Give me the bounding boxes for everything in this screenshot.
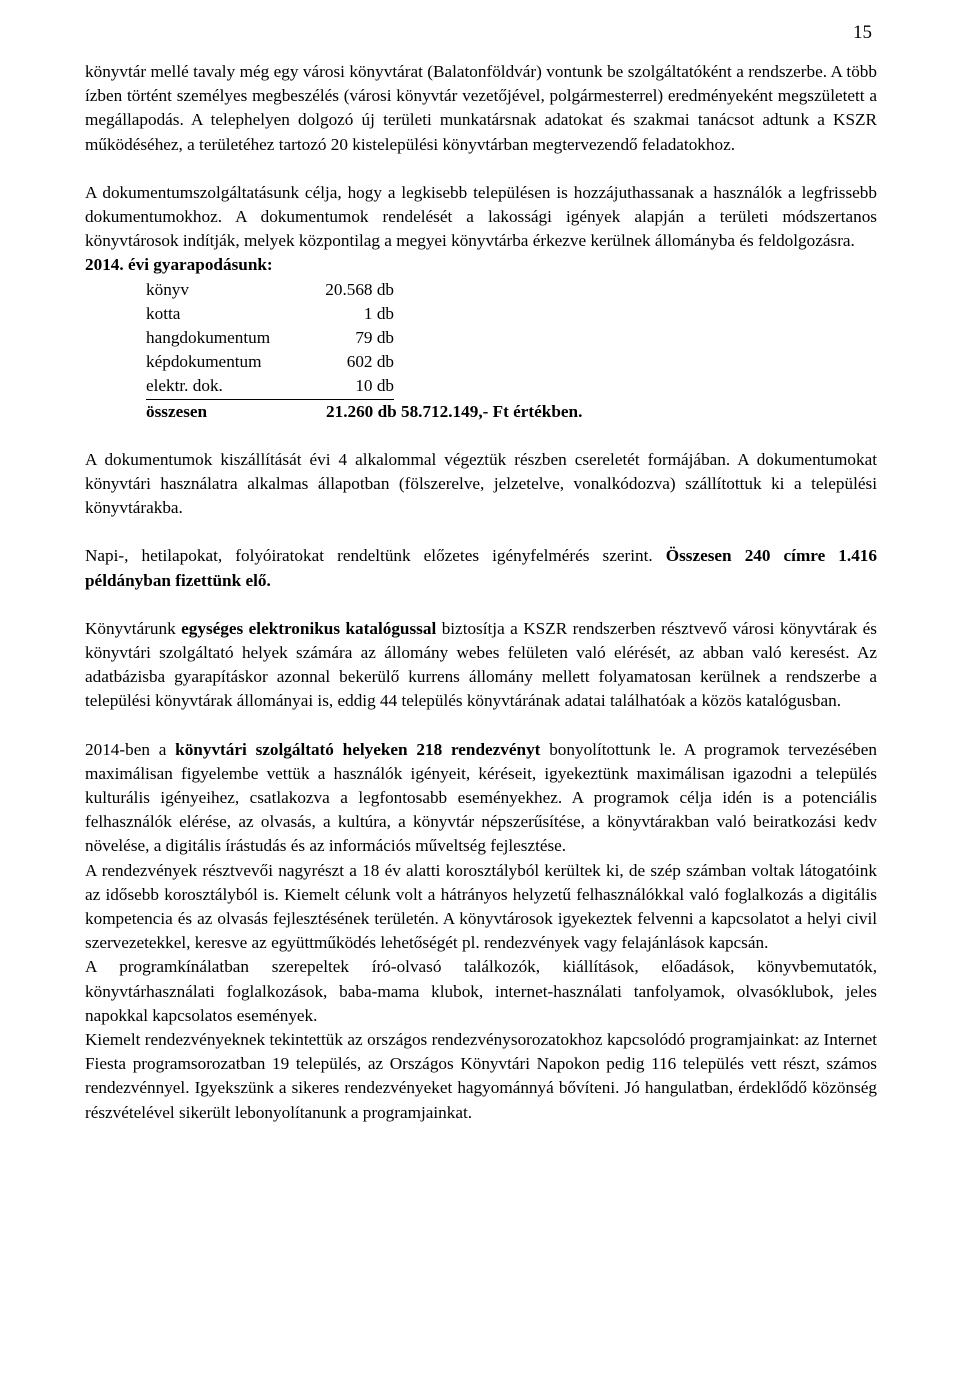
periodicals-bold: Összesen 240 címre 1.416 példányban fizettünk elő.: [85, 546, 877, 590]
stats-value: 10 db: [355, 376, 394, 396]
stats-label: kotta: [146, 303, 181, 323]
events-text-a: 2014-ben a: [85, 739, 176, 759]
stats-label: elektr. dok.: [146, 376, 223, 396]
stats-total-value: 21.260 db 58.712.149,- Ft értékben.: [326, 401, 583, 421]
stats-label: könyv: [146, 279, 189, 299]
stats-total-label: összesen: [146, 401, 208, 421]
catalog-text-a: Könyvtárunk: [85, 618, 182, 638]
stats-value: 79 db: [355, 328, 394, 347]
stats-title: 2014. évi gyarapodásunk:: [85, 255, 273, 275]
events-bold: könyvtári szolgáltató helyeken 218 rendezvényt: [175, 739, 541, 759]
stats-label: képdokumentum: [146, 352, 262, 372]
stats-total-row: [146, 400, 877, 424]
paragraph-program-offer: A programkínálatban szerepeltek író-olvasó találkozók, kiállítások, előadások, könyvbemutatók, könyvtárhasználati foglalkozások, baba-mama klubok, internet-használati tanfolyamok, olvasóklubok, jeles napokkal kapcsolatos események.: [85, 957, 877, 1025]
paragraph-periodicals: [85, 544, 877, 592]
events-text-b: bonyolítottunk le. A programok tervezésében maximálisan figyelembe vettük a használók igényeit, kéréseit, igyekeztünk maximálisan igazodni a település kulturális igényeihez, csatlakozva a legfontosabb eseményekhez. A programok célja idén is a potenciális felhasználók elérése, az olvasás, a kultúra, a könyvtár népszerűsítése, a könyvtárakban való beiratkozási kedv növelése, a digitális írástudás és az információs műveltség fejlesztése.: [85, 739, 878, 856]
stats-row: [146, 302, 877, 326]
paragraph-partnership: könyvtár mellé tavaly még egy városi könyvtárat (Balatonföldvár) vontunk be szolgáltatóként a rendszerbe. A több ízben történt személyes megbeszélés (városi könyvtár vezetőjével, polgármesterrel) eredményeként megszületett a megállapodás. A telephelyen dolgozó új területi munkatársnak adatokat és szakmai tanácsot adtunk a KSZR működéséhez, a területéhez tartozó 20 kistelepülési könyvtárban megtervezendő feladatokhoz.: [85, 62, 877, 154]
stats-value: 602 db: [346, 352, 394, 372]
paragraph-highlighted-events: Kiemelt rendezvényeknek tekintettük az országos rendezvénysorozatokhoz kapcsolódó programjainkat: az Internet Fiesta programsorozatban 19 település, az Országos Könyvtári Napokon pedig 116 település vett részt, számos rendezvénnyel. Igyekszünk a sikeres rendezvényeket hagyománnyá bővíteni. Jó hangulatban, érdeklődő közönség részvételével sikerült lebonyolítanunk a programjainkat.: [85, 1030, 877, 1122]
catalog-bold: egységes elektronikus katalógussal: [181, 618, 437, 638]
stats-row: [146, 278, 877, 302]
stats-row: [146, 350, 877, 374]
page-number: 15: [853, 22, 872, 43]
document-body: [85, 60, 877, 1125]
stats-label: hangdokumentum: [146, 328, 271, 347]
paragraph-document-service: A dokumentumszolgáltatásunk célja, hogy a legkisebb településen is hozzájuthassanak a használók a legfrissebb dokumentumokhoz. A dokumentumok rendelését a lakossági igények alapján a területi módszertanos könyvtárosok indítják, melyek központilag a megyei könyvtárba érkezve kerülnek állományba és feldolgozásra.: [85, 182, 877, 251]
periodicals-text: Napi-, hetilapokat, folyóiratokat rendeltünk előzetes igényfelmérés szerint.: [85, 546, 666, 566]
paragraph-delivery: A dokumentumok kiszállítását évi 4 alkalommal végeztük részben csereletét formájában. A dokumentumokat könyvtári használatra alkalmas állapotban (fölszerelve, jelzetelve, vonalkódozva) szállítottuk ki a települési könyvtárakba.: [85, 449, 877, 518]
catalog-text-b: biztosítja a KSZR rendszerben résztvevő városi könyvtárak és könyvtári szolgáltató helyek számára az állomány webes felületen való elérését, az abban való keresést. Az adatbázisba gyarapításkor azonnal bekerülő kurrens állomány mellett folyamatosan kerülnek a rendszerbe a települési könyvtárak állományai is, eddig 44 település könyvtárának adatai találhatóak a közös katalógusban.: [85, 618, 877, 711]
stats-value: 1 db: [363, 303, 394, 323]
acquisition-stats: [85, 253, 877, 423]
stats-row: [146, 326, 877, 350]
stats-value: 20.568 db: [325, 279, 394, 299]
paragraph-participants: A rendezvények résztvevői nagyrészt a 18 év alatti korosztályból kerültek ki, de szép számban voltak látogatóink az idősebb korosztályból is. Kiemelt célunk volt a hátrányos helyzetű felhasználókkal való foglalkozás a digitális kompetencia és az olvasás fejlesztésének területén. A könyvtárosok igyekeztek felvenni a kapcsolatot a helyi civil szervezetekkel, keresve az együttműködés lehetőségét pl. rendezvények vagy felajánlások kapcsán.: [85, 860, 877, 953]
paragraph-catalog: [85, 617, 877, 714]
paragraph-events: [85, 738, 877, 859]
stats-row: [146, 374, 394, 399]
